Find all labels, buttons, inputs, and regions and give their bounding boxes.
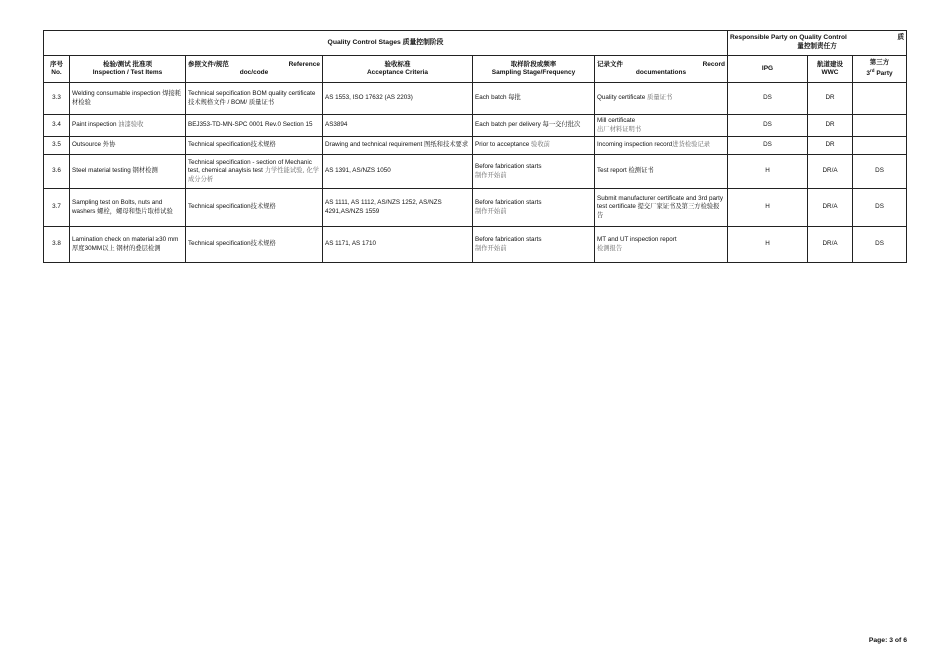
responsible-party-title: [728, 31, 907, 56]
table-row: [44, 189, 907, 227]
col-reference: [186, 56, 323, 83]
col-samp-cn: 取样阶段或频率: [510, 60, 557, 68]
row-third-party: [853, 137, 907, 155]
row-acceptance: Drawing and technical requirement 图纸和技术要求: [323, 137, 473, 155]
row-ipg: DS: [728, 137, 808, 155]
col-wwc: [808, 56, 853, 83]
row-reference: Technical specification - section of Mechanic test, chemical anaylsis test 力学性能试验, 化学成分分析: [186, 155, 323, 189]
row-wwc: DR: [808, 137, 853, 155]
col-third-cn: 第三方: [869, 59, 890, 67]
row-wwc: DR: [808, 83, 853, 115]
row-sampling: Before fabrication starts 制作开始前: [473, 189, 595, 227]
col-wwc-cn: 航道建设: [817, 60, 843, 68]
col-rec-en: Record: [702, 60, 725, 68]
col-samp-en: Sampling Stage/Frequency: [491, 69, 576, 76]
col-wwc-en: WWC: [821, 69, 839, 76]
row-third-party: DS: [853, 227, 907, 263]
row-sampling: Before fabrication starts 制作开始前: [473, 227, 595, 263]
stages-title: Quality Control Stages 质量控制阶段: [44, 31, 728, 56]
row-sampling: Before fabrication starts 制作开始前: [473, 155, 595, 189]
row-no: 3.7: [44, 189, 70, 227]
responsible-title-en: Responsible Party on Quality Control: [730, 34, 847, 42]
row-acceptance: AS 1391, AS/NZS 1050: [323, 155, 473, 189]
row-ipg: H: [728, 155, 808, 189]
table-row: [44, 115, 907, 137]
row-record: Incoming inspection record进货检验记录: [595, 137, 728, 155]
col-rec-sub: documentations: [635, 69, 687, 76]
table-row: [44, 155, 907, 189]
col-third-en: 3rd Party: [866, 67, 893, 78]
row-no: 3.3: [44, 83, 70, 115]
col-items: [70, 56, 186, 83]
row-item: Outsource 外协: [70, 137, 186, 155]
row-item: Sampling test on Bolts, nuts and washers 螺栓，螺母和垫片取样试验: [70, 189, 186, 227]
table-row: [44, 83, 907, 115]
col-acceptance: [323, 56, 473, 83]
col-acc-cn: 验收标准: [384, 60, 411, 68]
table-row: [44, 227, 907, 263]
row-record: MT and UT inspection report 检测报告: [595, 227, 728, 263]
row-record: Test report 检测证书: [595, 155, 728, 189]
row-no: 3.5: [44, 137, 70, 155]
row-reference: Technical sepcification BOM quality certificate 技术规格文件 / BOM/ 质量证书: [186, 83, 323, 115]
row-record: Submit manufacturer certificate and 3rd party test certificate 提交厂家证书及第三方检验报告: [595, 189, 728, 227]
col-acc-en: Acceptance Criteria: [366, 69, 429, 76]
column-header-row: [44, 56, 907, 83]
col-ref-en: Reference: [288, 60, 320, 68]
col-no: [44, 56, 70, 83]
row-item: Steel material testing 钢材检测: [70, 155, 186, 189]
row-reference: BEJ353-TD-MN-SPC 0001 Rev.0 Section 15: [186, 115, 323, 137]
responsible-title-cn-b: 量控制责任方: [797, 43, 837, 50]
row-wwc: DR: [808, 115, 853, 137]
row-item: Lamination check on material ≥30 mm 厚度30MM以上 钢材的叠层检测: [70, 227, 186, 263]
row-sampling: Each batch 每批: [473, 83, 595, 115]
row-ipg: H: [728, 189, 808, 227]
row-reference: Technical specification技术规格: [186, 189, 323, 227]
row-record: Mill certificate 出厂材料证明书: [595, 115, 728, 137]
col-rec-cn: 记录文件: [597, 60, 623, 68]
row-reference: Technical specification技术规格: [186, 227, 323, 263]
row-item: Paint inspection 油漆验收: [70, 115, 186, 137]
row-sampling: Prior to acceptance 验收前: [473, 137, 595, 155]
col-ipg: IPG: [728, 56, 808, 83]
row-no: 3.8: [44, 227, 70, 263]
row-acceptance: AS 1553, ISO 17632 (AS 2203): [323, 83, 473, 115]
row-acceptance: AS 1111, AS 1112, AS/NZS 1252, AS/NZS 4291,AS/NZS 1559: [323, 189, 473, 227]
col-sampling: [473, 56, 595, 83]
col-record: [595, 56, 728, 83]
row-third-party: [853, 83, 907, 115]
row-third-party: DS: [853, 189, 907, 227]
row-ipg: DS: [728, 83, 808, 115]
page-number: Page: 3 of 6: [868, 637, 907, 644]
col-third-party: [853, 56, 907, 83]
row-third-party: [853, 115, 907, 137]
row-acceptance: AS3894: [323, 115, 473, 137]
row-third-party: DS: [853, 155, 907, 189]
row-item: Welding consumable inspection 焊接耗材检验: [70, 83, 186, 115]
table-row: [44, 137, 907, 155]
row-sampling: Each batch per delivery 每一交付批次: [473, 115, 595, 137]
row-ipg: DS: [728, 115, 808, 137]
row-reference: Technical specification技术规格: [186, 137, 323, 155]
row-acceptance: AS 1171, AS 1710: [323, 227, 473, 263]
col-items-en: Inspection / Test Items: [92, 69, 163, 76]
quality-control-table: [43, 30, 907, 263]
row-ipg: H: [728, 227, 808, 263]
row-record: Quality certificate 质量证书: [595, 83, 728, 115]
row-no: 3.4: [44, 115, 70, 137]
col-items-cn: 检验/测试 批准项: [102, 60, 153, 68]
row-wwc: DR/A: [808, 227, 853, 263]
row-wwc: DR/A: [808, 189, 853, 227]
col-ref-cn: 参照文件/规范: [188, 60, 229, 68]
col-no-cn: 序号: [50, 60, 63, 68]
row-wwc: DR/A: [808, 155, 853, 189]
col-ref-sub: doc/code: [239, 69, 269, 76]
col-no-en: No.: [51, 69, 62, 76]
table-title-row: [44, 31, 907, 56]
row-no: 3.6: [44, 155, 70, 189]
responsible-title-cn-a: 质: [897, 34, 905, 42]
